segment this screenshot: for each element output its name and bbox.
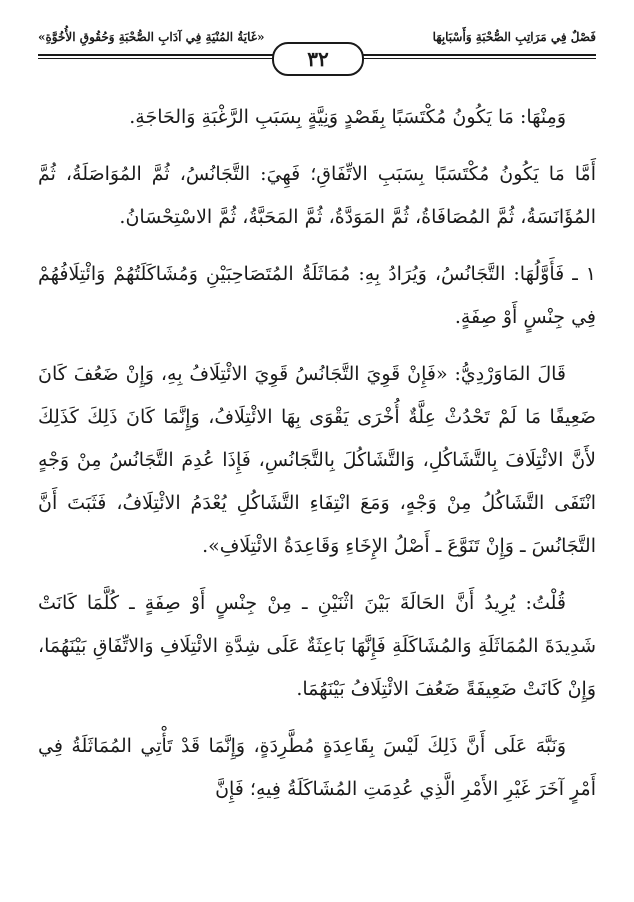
paragraph-5: قُلْتُ: يُرِيدُ أَنَّ الحَالَةَ بَيْنَ اثْنَيْنِ ـ مِنْ جِنْسٍ أَوْ صِفَةٍ ـ كُلَّمَا كَانَتْ شَدِيدَةَ المُمَاثَلَةِ وَالمُشَاكَلَةِ فَإِنَّهَا بَاعِثَةٌ عَلَى شِدَّةِ الائْتِلَافِ وَالاتِّفَاقِ بَيْنَهُمَا، وَإِنْ كَانَتْ ضَعِيفَةً ضَعُفَ الائْتِلَافُ بَيْنَهُمَا. bbox=[38, 592, 596, 700]
paragraph-3: ١ ـ فَأَوَّلُهَا: التَّجَانُسُ، وَيُرَادُ بِهِ: مُمَاثَلَةُ المُتَصَاحِبَيْنِ وَمُشَاكَلَتُهُمْ وَائْتِلَافُهُمْ فِي جِنْسٍ أَوْ صِفَةٍ. bbox=[38, 263, 596, 328]
paragraph-6: وَنَبَّهَ عَلَى أَنَّ ذَلِكَ لَيْسَ بِقَاعِدَةٍ مُطَّرِدَةٍ، وَإِنَّمَا قَدْ تَأْتِي المُمَاثَلَةُ فِي أَمْرٍ آخَرَ غَيْرِ الأَمْرِ الَّذِي عُدِمَتِ المُشَاكَلَةُ فِيهِ؛ فَإِنَّ bbox=[38, 735, 596, 800]
page-header bbox=[38, 30, 596, 70]
paragraph-4: قَالَ المَاوَرْدِيُّ: «فَإِنْ قَوِيَ التَّجَانُسُ قَوِيَ الائْتِلَافُ بِهِ، وَإِنْ ضَعُفَ كَانَ ضَعِيفًا مَا لَمْ تَحْدُثْ عِلَّةٌ أُخْرَى يَقْوَى بِهَا الائْتِلَافُ، وَإِنَّمَا كَانَ ذَلِكَ كَذَلِكَ لأَنَّ الائْتِلَافَ بِالتَّشَاكُلِ، وَالتَّشَاكُلَ بِالتَّجَانُسِ، فَإِذَا عُدِمَ التَّجَانُسُ مِنْ وَجْهٍ انْتَفَى التَّشَاكُلُ مِنْ وَجْهٍ، وَمَعَ انْتِفَاءِ التَّشَاكُلِ يُعْدَمُ الائْتِلَافُ، فَثَبَتَ أَنَّ التَّجَانُسَ ـ وَإِنْ تَنَوَّعَ ـ أَصْلُ الإِخَاءِ وَقَاعِدَةُ الائْتِلَافِ». bbox=[38, 363, 596, 557]
chapter-title: فَصْلٌ فِي مَرَاتِبِ الصُّحْبَةِ وَأَسْبَابِهَا bbox=[432, 30, 596, 44]
page-number: ٣٢ bbox=[272, 42, 364, 76]
paragraph-1: وَمِنْهَا: مَا يَكُونُ مُكْتَسَبًا بِقَصْدٍ وَنِيَّةٍ بِسَبَبِ الرَّغْبَةِ وَالحَاجَةِ. bbox=[129, 106, 566, 128]
paragraph-2: أَمَّا مَا يَكُونُ مُكْتَسَبًا بِسَبَبِ الاتِّفَاقِ؛ فَهِيَ: التَّجَانُسُ، ثُمَّ المُوَاصَلَةُ، ثُمَّ المُؤَانَسَةُ، ثُمَّ المُصَافَاةُ، ثُمَّ المَوَدَّةُ، ثُمَّ المَحَبَّةُ، ثُمَّ الاسْتِحْسَانُ. bbox=[38, 163, 596, 228]
page-body bbox=[38, 96, 596, 825]
book-title: «غَايَةُ المُنْيَةِ فِي آدَابِ الصُّحْبَةِ وَحُقُوقِ الأُخُوَّةِ» bbox=[38, 30, 265, 44]
